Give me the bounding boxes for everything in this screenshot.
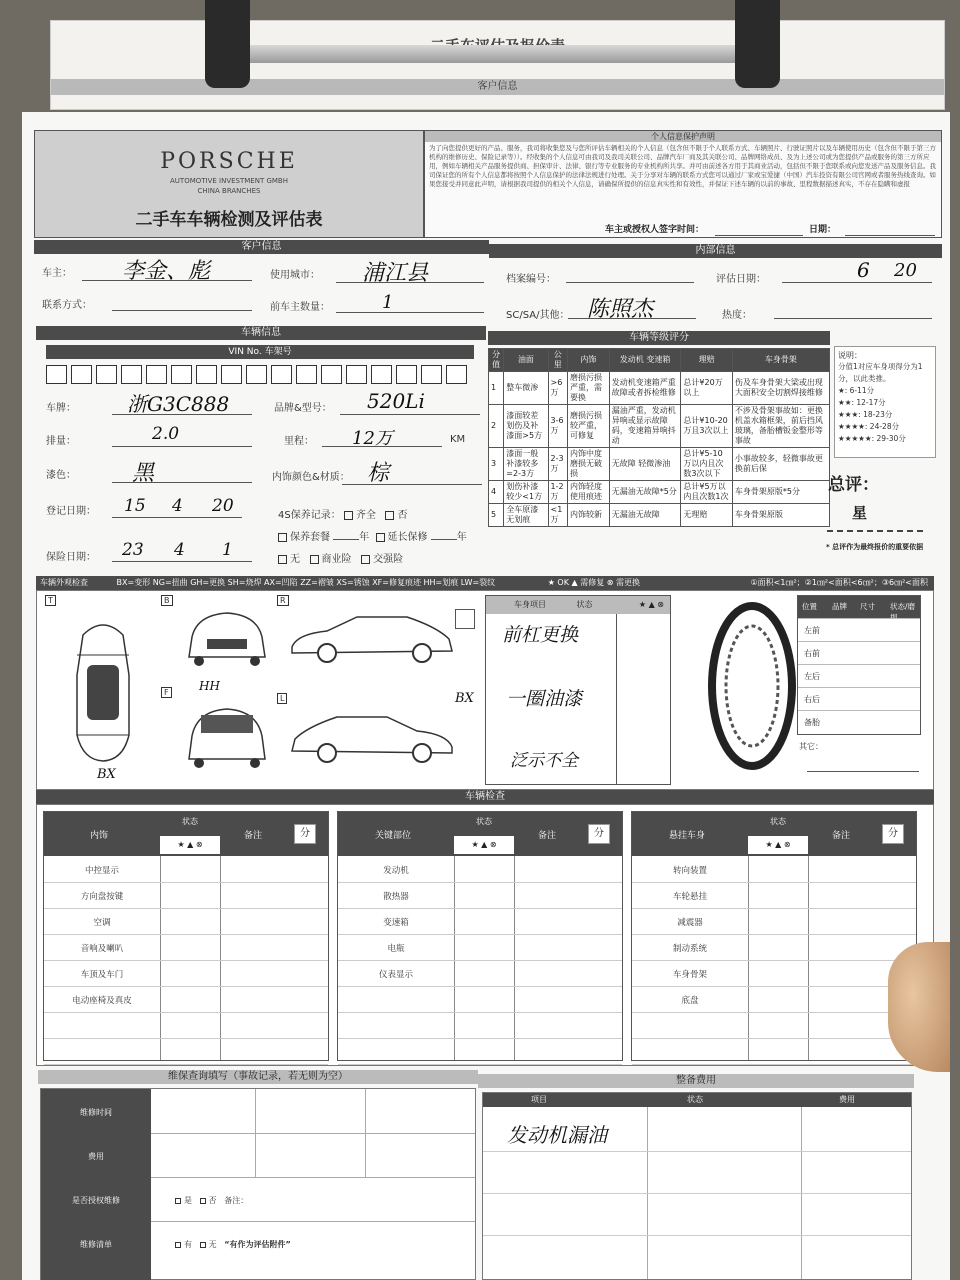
grade-cell: 划伤补漆较少<1方 bbox=[504, 481, 548, 504]
service-no-label: 否 bbox=[397, 510, 408, 521]
date-line[interactable] bbox=[845, 235, 935, 236]
clip-bar bbox=[225, 45, 765, 63]
authorized-yes-checkbox[interactable] bbox=[175, 1198, 181, 1204]
inspection-item[interactable]: 电瓶 bbox=[387, 944, 405, 954]
grade-note-line: ★★★★★: 29-30分 bbox=[838, 434, 906, 443]
interior-label: 内饰颜色&材质： bbox=[272, 472, 350, 483]
inspection-score-box[interactable]: 分 bbox=[882, 824, 904, 844]
exterior-bar bbox=[36, 576, 934, 590]
vin-char-box[interactable] bbox=[96, 365, 117, 384]
grade-cell: 车身骨架原版 bbox=[732, 504, 829, 527]
grade-cell: >6万 bbox=[548, 372, 567, 405]
inspection-note-header: 备注 bbox=[832, 831, 851, 841]
ins-year: 23 bbox=[122, 540, 144, 560]
reg-year: 15 bbox=[124, 496, 146, 516]
inspection-status-icons: ★ ▲ ⊗ bbox=[748, 836, 808, 854]
tyre-row-label: 右前 bbox=[804, 649, 820, 658]
view-label-top: T bbox=[45, 595, 56, 606]
displacement-label: 排量： bbox=[46, 436, 76, 447]
grade-note-line: ★★: 12-17分 bbox=[838, 398, 886, 407]
grade-cell: 1-2万 bbox=[548, 481, 567, 504]
mileage-label: 里程： bbox=[284, 436, 314, 447]
inspection-column-interior bbox=[43, 811, 329, 1061]
vin-char-box[interactable] bbox=[446, 365, 467, 384]
inspection-status-header: 状态 bbox=[476, 817, 492, 826]
exterior-area bbox=[36, 590, 934, 790]
car-top-view-icon[interactable] bbox=[63, 615, 143, 765]
eval-date-line bbox=[782, 282, 932, 283]
grade-head-engine: 发动机 变速箱 bbox=[609, 349, 681, 372]
service-package-checkbox[interactable] bbox=[278, 533, 287, 542]
reg-day: 20 bbox=[212, 496, 234, 516]
vin-char-box[interactable] bbox=[271, 365, 292, 384]
city-value[interactable]: 浦江县 bbox=[362, 261, 429, 286]
authorized-options bbox=[175, 1195, 248, 1206]
vin-char-box[interactable] bbox=[246, 365, 267, 384]
inspection-item[interactable]: 车身骨架 bbox=[672, 970, 707, 980]
grade-cell: 2-3万 bbox=[548, 448, 567, 481]
vin-char-box[interactable] bbox=[221, 365, 242, 384]
authorized-repair-label: 是否授权维修 bbox=[72, 1196, 120, 1205]
privacy-text: 为了向您提供更好的产品、服务，我司将收集您及与您所评估车辆相关的个人信息（包含但不限于个人联系方式、车辆照片、行驶证照片以及车辆使用历史（包含但不限于第三方机构的维修历史、保险记录等））。经收集的个人信息可由我司及我司关联公司、品牌汽车厂商及其关联公司、品牌网络成员、及为上述公司或为您提供产品或服务的第三方所应用，例如车辆相关产品服务提供商、担保审计、法律、银行等专业服务的专业机构所共享。并可由前述各方用于其商业活动，包括但不限于您联系或向您发送产品及服务信息。我司保证您的所有个人信息都将按照个人信息保护的法律法规进行处理。关于分享对车辆的联系方式您可以通过厂家或宝爱捷（中国）汽车投资有限公司官网或者服务热线查询。如果您接受并同意此声明，请根据我司提供的相关个人信息，请确保所提供的信息真实性和有效性，并保证下述车辆的以前的事故、里程数据描述真实，不存在隐瞒和虚报 bbox=[429, 144, 936, 188]
inspection-status-header: 状态 bbox=[770, 817, 786, 826]
tyre-other-line[interactable] bbox=[807, 771, 919, 772]
total-score-line[interactable] bbox=[827, 530, 923, 532]
grade-cell: 磨损污损严重，需要换 bbox=[567, 372, 609, 405]
grade-cell: 漆面一般补漆较多=2-3方 bbox=[504, 448, 548, 481]
inspection-item[interactable]: 底盘 bbox=[681, 996, 699, 1006]
grade-row bbox=[489, 448, 830, 481]
brand-sub2: CHINA BRANCHES bbox=[197, 187, 261, 195]
vin-char-box[interactable] bbox=[346, 365, 367, 384]
form-paper bbox=[22, 112, 950, 1280]
repair-list-options bbox=[175, 1239, 291, 1250]
tyre-table bbox=[797, 595, 921, 735]
sc-label: SC/SA/其他： bbox=[506, 310, 570, 321]
total-score-note: * 总评作为最终报价的重要依据 bbox=[826, 543, 924, 551]
grade-cell: 全车原漆无划痕 bbox=[504, 504, 548, 527]
grade-cell: 无故障 轻微渗油 bbox=[609, 448, 681, 481]
vin-char-box[interactable] bbox=[396, 365, 417, 384]
grade-cell: 总计¥10-20万且3次以上 bbox=[681, 405, 732, 448]
tyre-legend: ①面积<1㎝²；②1㎝²<面积<6㎝²；③6㎝²<面积 bbox=[750, 578, 928, 587]
grade-note-line: ★★★: 18-23分 bbox=[838, 410, 893, 419]
sc-line bbox=[568, 318, 696, 319]
inspection-item[interactable]: 散热器 bbox=[383, 892, 409, 902]
brand-sub1: AUTOMOTIVE INVESTMENT GMBH bbox=[170, 177, 288, 185]
inspection-status-icons: ★ ▲ ⊗ bbox=[454, 836, 514, 854]
body-item-1[interactable]: 前杠更换 bbox=[502, 624, 579, 646]
vin-char-box[interactable] bbox=[196, 365, 217, 384]
car-left-view-icon[interactable] bbox=[287, 709, 457, 769]
customer-section-title: 客户信息 bbox=[34, 240, 489, 254]
grade-row bbox=[489, 372, 830, 405]
service-full-checkbox[interactable] bbox=[344, 511, 353, 520]
grade-head-frame: 车身骨架 bbox=[732, 349, 829, 372]
grade-cell: 3 bbox=[489, 448, 504, 481]
grade-cell: 小事故较多，轻微事故更换前后保 bbox=[732, 448, 829, 481]
grade-note-line: ★: 6-11分 bbox=[838, 386, 875, 395]
prev-owner-value[interactable]: 1 bbox=[382, 292, 394, 313]
city-label: 使用城市： bbox=[270, 270, 320, 281]
vin-label: VIN No. 车架号 bbox=[46, 345, 474, 359]
inspection-area bbox=[36, 804, 934, 1066]
authorized-remark-label: 备注： bbox=[224, 1196, 249, 1205]
tyre-row[interactable] bbox=[798, 664, 920, 687]
date-label: 日期： bbox=[809, 225, 837, 235]
brand-model-value[interactable]: 520Li bbox=[367, 389, 425, 413]
grade-table bbox=[488, 348, 830, 527]
vin-char-box[interactable] bbox=[296, 365, 317, 384]
repair-table bbox=[40, 1088, 476, 1280]
body-items-table bbox=[485, 595, 671, 785]
inspection-item[interactable]: 空调 bbox=[93, 918, 111, 928]
grade-cell: 车身骨架原版*5分 bbox=[732, 481, 829, 504]
authorized-no-label: 否 bbox=[208, 1196, 217, 1205]
owner-line bbox=[82, 280, 252, 281]
tyre-col-header: 位置 bbox=[802, 602, 817, 611]
refurb-table bbox=[482, 1092, 912, 1280]
car-right-view-icon[interactable] bbox=[287, 609, 457, 669]
privacy-panel bbox=[424, 130, 942, 238]
repair-attach-note: “有作为评估附件” bbox=[224, 1240, 291, 1249]
tyre-row[interactable] bbox=[798, 687, 920, 710]
grade-note-title: 说明： bbox=[838, 351, 862, 360]
clipboard-clip bbox=[205, 0, 785, 88]
contact-label: 联系方式： bbox=[42, 300, 92, 311]
inspection-item[interactable]: 电动座椅及真皮 bbox=[72, 996, 132, 1006]
body-items-header: 车身项目 状态 ★ ▲ ⊗ bbox=[486, 596, 670, 614]
grade-cell: 内饰轻度使用痕迹 bbox=[567, 481, 609, 504]
reg-date-field[interactable] bbox=[112, 496, 242, 518]
repair-list-none-checkbox[interactable] bbox=[200, 1242, 206, 1248]
refurb-col-cost: 费用 bbox=[839, 1095, 855, 1104]
inspection-column-key-parts bbox=[337, 811, 623, 1061]
privacy-title: 个人信息保护声明 bbox=[425, 131, 941, 142]
inspection-score-box[interactable]: 分 bbox=[294, 824, 316, 844]
ins-day: 1 bbox=[222, 540, 233, 560]
service-package-row bbox=[278, 528, 467, 543]
paint-color-value[interactable]: 黑 bbox=[132, 461, 155, 486]
repair-cost-label: 费用 bbox=[88, 1152, 104, 1161]
ins-compulsory-label: 交强险 bbox=[373, 554, 404, 565]
refurb-col-status: 状态 bbox=[687, 1095, 703, 1104]
total-score-label: 总评： bbox=[828, 475, 879, 495]
vin-char-box[interactable] bbox=[421, 365, 442, 384]
inspection-column-title: 关键部位 bbox=[374, 831, 411, 841]
extended-warranty-checkbox[interactable] bbox=[376, 533, 385, 542]
service-package-year: 年 bbox=[359, 532, 370, 543]
sign-label: 车主或授权人签字时间： bbox=[605, 225, 705, 235]
grade-header-row bbox=[489, 349, 830, 372]
refurb-col-item: 项目 bbox=[531, 1095, 547, 1104]
city-line bbox=[336, 282, 484, 283]
grade-section-title: 车辆等级评分 bbox=[488, 331, 830, 345]
grade-cell: 总计¥5万以内且次数1次 bbox=[681, 481, 732, 504]
inspection-item[interactable]: 制动系统 bbox=[672, 944, 707, 954]
reg-month: 4 bbox=[172, 496, 183, 516]
grade-cell: 伤及车身骨架大梁或出现大面积安全切割焊接维修 bbox=[732, 372, 829, 405]
paint-color-line bbox=[112, 482, 252, 483]
tyre-icon bbox=[707, 601, 797, 771]
reg-date-label: 登记日期： bbox=[46, 506, 96, 517]
vin-char-box[interactable] bbox=[121, 365, 142, 384]
repair-list-none-label: 无 bbox=[208, 1240, 217, 1249]
tyre-row[interactable] bbox=[798, 641, 920, 664]
porsche-logo: PORSCHE bbox=[160, 149, 298, 174]
vin-char-box[interactable] bbox=[371, 365, 392, 384]
vin-boxes[interactable] bbox=[46, 365, 476, 385]
contact-line[interactable] bbox=[112, 310, 252, 311]
heat-label: 热度： bbox=[722, 310, 752, 321]
inspection-item[interactable]: 车轮悬挂 bbox=[672, 892, 707, 902]
grade-head-interior: 内饰 bbox=[567, 349, 609, 372]
inspection-item[interactable]: 方向盘按键 bbox=[80, 892, 124, 902]
grade-cell: 1 bbox=[489, 372, 504, 405]
total-score-unit: 星 bbox=[852, 504, 868, 522]
extra-box[interactable] bbox=[455, 609, 475, 629]
mark-hh-front: HH bbox=[199, 679, 220, 693]
paint-color-label: 漆色： bbox=[46, 470, 76, 481]
displacement-line bbox=[112, 446, 252, 447]
grade-row bbox=[489, 405, 830, 448]
inspection-item[interactable]: 发动机 bbox=[383, 866, 409, 876]
view-label-back: B bbox=[161, 595, 173, 606]
displacement-value[interactable]: 2.0 bbox=[152, 424, 180, 444]
grade-cell: 5 bbox=[489, 504, 504, 527]
owner-label: 车主： bbox=[42, 268, 72, 279]
inspection-item[interactable]: 减震器 bbox=[677, 918, 703, 928]
body-item-2[interactable]: 一圈油漆 bbox=[506, 688, 583, 710]
inspection-score-box[interactable]: 分 bbox=[588, 824, 610, 844]
ins-compulsory-checkbox[interactable] bbox=[361, 555, 370, 564]
service-record-row bbox=[278, 506, 407, 521]
repair-list-label: 维修清单 bbox=[80, 1240, 112, 1249]
insurance-type-row bbox=[278, 550, 403, 565]
grade-head-km: 公里 bbox=[548, 349, 567, 372]
authorized-yes-label: 是 bbox=[184, 1196, 192, 1205]
prev-owner-line bbox=[336, 312, 484, 313]
owner-value[interactable]: 李金、彪 bbox=[122, 259, 211, 284]
insurance-date-field[interactable] bbox=[112, 540, 252, 562]
grade-cell: 4 bbox=[489, 481, 504, 504]
tyre-row-label: 右后 bbox=[804, 695, 820, 704]
grade-cell: 不涉及骨架事故如：更换机盖水箱框架，前后挡风玻璃，备胎槽钣金整形等事故 bbox=[732, 405, 829, 448]
grade-cell: 整车微渗 bbox=[504, 372, 548, 405]
inspection-note-header: 备注 bbox=[244, 831, 263, 841]
mileage-unit: KM bbox=[450, 434, 466, 445]
file-label: 档案编号： bbox=[506, 274, 556, 285]
tyre-row-label: 左前 bbox=[804, 626, 820, 635]
tyre-row-label: 备胎 bbox=[804, 718, 820, 727]
inspection-item[interactable]: 车顶及车门 bbox=[80, 970, 124, 980]
ins-none-checkbox[interactable] bbox=[278, 555, 287, 564]
tyre-row[interactable] bbox=[798, 618, 920, 641]
grade-cell: 无理赔 bbox=[681, 504, 732, 527]
grade-head-paint: 油面 bbox=[504, 349, 548, 372]
sign-line[interactable] bbox=[715, 235, 803, 236]
plate-label: 车牌： bbox=[46, 403, 76, 414]
inspection-column-suspension bbox=[631, 811, 917, 1061]
mark-bx-left: BX bbox=[455, 691, 474, 706]
ins-month: 4 bbox=[174, 540, 185, 560]
view-label-right: R bbox=[277, 595, 289, 606]
grade-cell: 无漏油无故障 bbox=[609, 504, 681, 527]
damage-legend: BX=变形 NG=扭曲 GH=更换 SH=烧焊 AX=凹陷 ZZ=褶皱 XS=锈蚀 XF=修复痕迹 HH=划痕 LW=裂纹 bbox=[116, 578, 496, 587]
inspection-item[interactable]: 音响及喇叭 bbox=[80, 944, 124, 954]
repair-list-has-label: 有 bbox=[184, 1240, 192, 1249]
refurb-header bbox=[483, 1093, 911, 1107]
grade-cell: 内饰较新 bbox=[567, 504, 609, 527]
grade-cell: 总计¥5-10万以内且次数3次以下 bbox=[681, 448, 732, 481]
authorized-no-checkbox[interactable] bbox=[200, 1198, 206, 1204]
vin-char-box[interactable] bbox=[321, 365, 342, 384]
inspection-item[interactable]: 仪表显示 bbox=[378, 970, 413, 980]
vin-char-box[interactable] bbox=[46, 365, 67, 384]
grade-cell: 3-6万 bbox=[548, 405, 567, 448]
grade-head-score: 分值 bbox=[489, 349, 504, 372]
car-front-view-icon[interactable] bbox=[177, 701, 277, 771]
file-line[interactable] bbox=[566, 282, 694, 283]
tyre-col-header: 尺寸 bbox=[860, 602, 875, 611]
ins-none-label: 无 bbox=[290, 554, 300, 565]
tyre-other-label: 其它： bbox=[799, 742, 823, 751]
interior-line bbox=[342, 484, 482, 485]
inspection-status-icons: ★ ▲ ⊗ bbox=[160, 836, 220, 854]
body-items-header-label: 车身项目 bbox=[514, 600, 546, 609]
extended-warranty-label: 延长保修 bbox=[387, 532, 428, 543]
repair-section-title: 维保查询填写（事故记录，若无则为空） bbox=[38, 1070, 478, 1084]
refurb-item-1[interactable]: 发动机漏油 bbox=[507, 1123, 607, 1147]
vin-char-box[interactable] bbox=[71, 365, 92, 384]
grade-cell: 漏油严重，发动机异响或显示故障码，变速箱异响抖动 bbox=[609, 405, 681, 448]
grade-cell: 内饰中度磨损无破损 bbox=[567, 448, 609, 481]
clip-arm-right bbox=[735, 0, 780, 88]
grade-cell: 2 bbox=[489, 405, 504, 448]
eval-day[interactable]: 20 bbox=[894, 260, 917, 281]
tyre-row-label: 左后 bbox=[804, 672, 820, 681]
ins-commercial-checkbox[interactable] bbox=[310, 555, 319, 564]
inspection-column-title: 悬挂车身 bbox=[668, 831, 705, 841]
interior-value[interactable]: 棕 bbox=[367, 461, 390, 486]
inspection-note-header: 备注 bbox=[538, 831, 557, 841]
brand-panel bbox=[34, 130, 424, 238]
vehicle-section-title: 车辆信息 bbox=[36, 326, 486, 340]
insurance-date-label: 保险日期： bbox=[46, 552, 96, 563]
tyre-row[interactable] bbox=[798, 710, 920, 733]
grade-note-box bbox=[834, 346, 936, 458]
eval-date-label: 评估日期： bbox=[716, 274, 766, 285]
form-title: 二手车车辆检测及评估表 bbox=[135, 210, 323, 230]
car-back-view-icon[interactable] bbox=[177, 607, 277, 667]
refurb-section-title: 整备费用 bbox=[478, 1074, 914, 1088]
inspection-item[interactable]: 转向装置 bbox=[672, 866, 707, 876]
inspection-status-header: 状态 bbox=[182, 817, 198, 826]
view-label-front: F bbox=[161, 687, 172, 698]
clip-arm-left bbox=[205, 0, 250, 88]
brand-model-line bbox=[340, 414, 480, 415]
repair-list-has-checkbox[interactable] bbox=[175, 1242, 181, 1248]
tyre-col-header: 品牌 bbox=[832, 602, 847, 611]
back-sheet-section: 客户信息 bbox=[51, 79, 944, 95]
exterior-title: 车辆外观检查 bbox=[40, 578, 88, 587]
internal-section-title: 内部信息 bbox=[489, 244, 942, 258]
plate-value[interactable]: 浙G3C888 bbox=[127, 392, 230, 416]
grade-cell: 无漏油无故障*5分 bbox=[609, 481, 681, 504]
eval-month[interactable]: 6 bbox=[857, 258, 870, 282]
inspection-section-title: 车辆检查 bbox=[36, 790, 934, 804]
service-package-label: 保养套餐 bbox=[290, 532, 330, 543]
tyre-col-header: 状态/磨损 bbox=[890, 602, 916, 622]
plate-line bbox=[112, 414, 252, 415]
grade-cell: 磨损污损较严重，可修复 bbox=[567, 405, 609, 448]
mileage-line bbox=[322, 446, 442, 447]
grade-row bbox=[489, 481, 830, 504]
service-full-label: 齐全 bbox=[355, 510, 376, 521]
brand-model-label: 品牌&型号： bbox=[274, 403, 332, 414]
view-label-left: L bbox=[277, 693, 287, 704]
grade-cell: 总计¥20万以上 bbox=[681, 372, 732, 405]
grade-row bbox=[489, 504, 830, 527]
grade-cell: <1万 bbox=[548, 504, 567, 527]
prev-owner-label: 前车主数量： bbox=[270, 302, 330, 313]
service-no-checkbox[interactable] bbox=[385, 511, 394, 520]
sc-value[interactable]: 陈照杰 bbox=[587, 297, 654, 322]
body-status-header-label: 状态 bbox=[576, 600, 593, 609]
vin-char-box[interactable] bbox=[146, 365, 167, 384]
grade-note-line: ★★★★: 24-28分 bbox=[838, 422, 900, 431]
inspection-column-title: 内饰 bbox=[89, 831, 108, 841]
heat-line[interactable] bbox=[774, 318, 932, 319]
grade-head-claims: 理赔 bbox=[681, 349, 732, 372]
grade-note-line: 分值1对应车身项得分为1分，以此类推。 bbox=[838, 362, 923, 383]
mark-bx-bottom: BX bbox=[97, 767, 116, 782]
grade-cell: 漆面较差划伤及补漆面>5方 bbox=[504, 405, 548, 448]
ins-commercial-label: 商业险 bbox=[321, 554, 352, 565]
extended-warranty-year: 年 bbox=[456, 532, 467, 543]
mileage-value[interactable]: 12万 bbox=[352, 428, 393, 449]
grade-cell: 发动机变速箱严重故障或者拆检维修 bbox=[609, 372, 681, 405]
body-item-3[interactable]: 泛示不全 bbox=[510, 751, 578, 771]
vin-char-box[interactable] bbox=[171, 365, 192, 384]
repair-time-label: 维修时间 bbox=[80, 1108, 112, 1117]
inspection-item[interactable]: 中控显示 bbox=[84, 866, 119, 876]
status-legend: ★ OK ▲ 需修复 ⊗ 需更换 bbox=[547, 578, 640, 587]
inspection-item[interactable]: 变速箱 bbox=[383, 918, 409, 928]
service-record-label: 4S保养记录： bbox=[278, 510, 341, 521]
